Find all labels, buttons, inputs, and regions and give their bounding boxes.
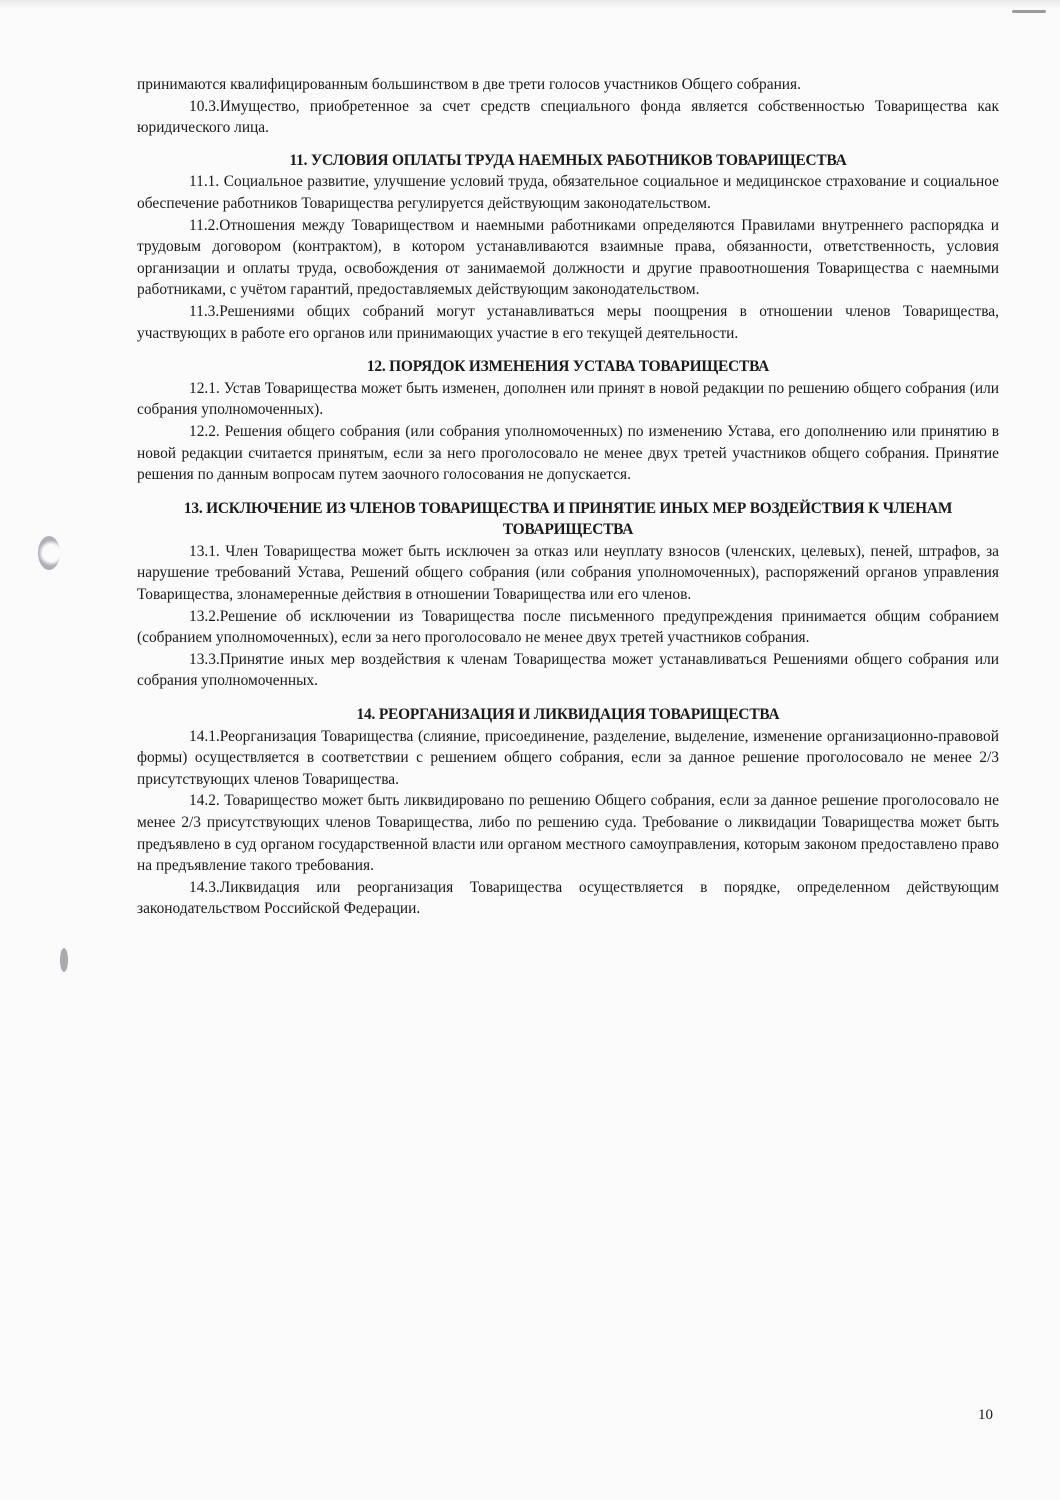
- paragraph: 10.3.Имущество, приобретенное за счет средств специального фонда является собственностью Товарищества как юридического лица.: [137, 97, 999, 137]
- paragraph: 14.2. Товарищество может быть ликвидировано по решению Общего собрания, если за данное решение проголосовало не менее 2/3 присутствующих членов Товарищества, либо по решению суда. Требование о ликвидации Товарищества может быть предъявлено в суд органом государственной власти или органом местного самоуправления, которым законом предоставлено право на предъявление такого требования.: [137, 792, 999, 875]
- section-heading: 11. УСЛОВИЯ ОПЛАТЫ ТРУДА НАЕМНЫХ РАБОТНИКОВ ТОВАРИЩЕСТВА: [289, 151, 847, 169]
- punch-hole: [38, 536, 60, 570]
- paragraph: 11.2.Отношения между Товариществом и наемными работниками определяются Правилами внутреннего распорядка и трудовым договором (контрактом), в котором устанавливаются взаимные права, обязанности, ответственность, условия организации и оплаты труда, освобождения от занимаемой должности и другие правоотношения Товарищества с наемными работниками, с учётом гарантий, предоставляемых действующим законодательством.: [137, 216, 999, 299]
- paragraph: 12.1. Устав Товарищества может быть изменен, дополнен или принят в новой редакции по решению общего собрания (или собрания уполномоченных).: [137, 379, 999, 419]
- page-number: 10: [978, 1407, 993, 1423]
- paragraph: 12.2. Решения общего собрания (или собрания уполномоченных) по изменению Устава, его дополнению или принятию в новой редакции считается принятым, если за него проголосовало не менее двух третей участников общего собрания. Принятие решения по данным вопросам путем заочного голосования не допускается.: [137, 422, 999, 484]
- scan-mark: [1012, 10, 1046, 13]
- paragraph: 13.1. Член Товарищества может быть исключен за отказ или неуплату взносов (членских, целевых), пеней, штрафов, за нарушение требований Устава, Решений общего собрания (или собрания уполномоченных), распоряжений органов управления Товарищества, злонамеренные действия в отношении Товарищества или его членов.: [137, 542, 999, 604]
- section-heading: 14. РЕОРГАНИЗАЦИЯ И ЛИКВИДАЦИЯ ТОВАРИЩЕСТВА: [356, 706, 780, 724]
- section-heading: 12. ПОРЯДОК ИЗМЕНЕНИЯ УСТАВА ТОВАРИЩЕСТВА: [366, 358, 770, 376]
- document-body: [137, 74, 999, 920]
- paragraph: 14.3.Ликвидация или реорганизация Товарищества осуществляется в порядке, определенном действующим законодательством Российской Федерации.: [137, 878, 999, 918]
- paragraph: 14.1.Реорганизация Товарищества (слияние, присоединение, разделение, выделение, изменение организационно-правовой формы) осуществляется в соответствии с решением общего собрания, если за данное решение проголосовало не менее 2/3 присутствующих членов Товарищества.: [137, 727, 999, 788]
- paragraph: принимаются квалифицированным большинством в две трети голосов участников Общего собрания.: [137, 76, 801, 93]
- paragraph: 11.1. Социальное развитие, улучшение условий труда, обязательное социальное и медицинское страхование и социальное обеспечение работников Товарищества регулируется действующим законодательством.: [137, 173, 999, 212]
- scan-top-edge: [0, 0, 1060, 9]
- section-heading: 13. ИСКЛЮЧЕНИЕ ИЗ ЧЛЕНОВ ТОВАРИЩЕСТВА И ПРИНЯТИЕ ИНЫХ МЕР ВОЗДЕЙСТВИЯ К ЧЛЕНАМ ТОВАРИЩЕСТВА: [183, 499, 953, 539]
- punch-hole: [60, 948, 68, 972]
- paragraph: 11.3.Решениями общих собраний могут устанавливаться меры поощрения в отношении членов Товарищества, участвующих в работе его органов или принимающих участие в его текущей деятельности.: [137, 302, 999, 342]
- paragraph: 13.3.Принятие иных мер воздействия к членам Товарищества может устанавливаться Решениями общего собрания или собрания уполномоченных.: [137, 650, 999, 690]
- paragraph: 13.2.Решение об исключении из Товарищества после письменного предупреждения принимается общим собранием (собранием уполномоченных), если за него проголосовало не менее двух третей участников собрания.: [137, 607, 999, 647]
